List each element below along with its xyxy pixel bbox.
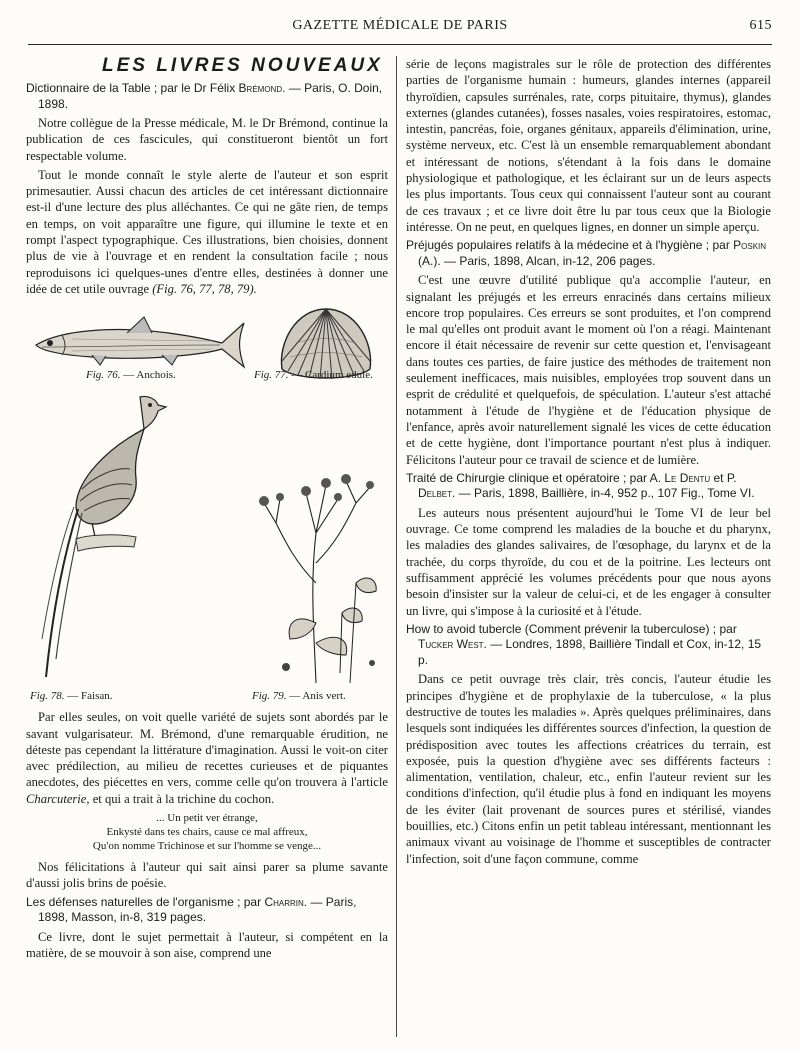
- paragraph: [26, 709, 388, 807]
- figure-caption: [252, 688, 346, 704]
- book-author: Le Dentu: [664, 470, 711, 485]
- page-header: [28, 18, 772, 40]
- header-rule: [28, 44, 772, 45]
- paragraph: C'est une œuvre d'utilité publique qu'a accomplie l'auteur, en signalant les préjugés et les erreurs enracinés dans certains milieux encore trop populaires. Ces erreurs se sont produites, et l'on comprend le mal qu'elles ont produit avant le moment où l'on a réagi. Maintenant encore il était nécessaire de revenir sur cette question et, l'envisageant dans toutes ces parties, de faire justice des méthodes de traitement non seulement inefficaces, mais nuisibles, employées trop souvent dans un esprit de crédulité et quelquefois, de spéculation. L'auteur s'est attaché notamment à l'étude de l'hygiène et de l'éducation physique de l'enfance, après avoir naturellement signalé les vices de cette éducation et de cette hygiène, dont l'importance pourtant n'est plus à indiquer. Félicitons l'auteur pour ce travail de science et de lumière.: [406, 273, 771, 467]
- figure-label: — Cardium edule.: [288, 369, 373, 382]
- book-entry-defenses: [26, 895, 388, 926]
- figure-caption: [30, 688, 113, 704]
- paragraph: [26, 167, 388, 297]
- paragraph: Les auteurs nous présentent aujourd'hui le Tome VI de leur bel ouvrage. Ce tome comprend les maladies de la bouche et du pharynx, les maladies des glandes salivaires, de l'œsophage, du larynx et de la trachée, du corps thyroïde, du cou et de la poitrine. Les lecteurs ont suffisamment apprécié les volumes précédents pour que nous ayons besoin d'insister sur la valeur de celui-ci, et de les engager à consulter un livre, qui s'impose à la curiosité et à l'étude.: [406, 505, 771, 618]
- book-entry-prejuges: [406, 238, 771, 269]
- book-publisher: — Paris, O. Doin, 1898.: [38, 81, 383, 111]
- book-author: Charrin.: [264, 894, 308, 909]
- book-entry-chirurgie: [406, 471, 771, 502]
- figure-number: Fig. 78.: [30, 690, 65, 703]
- figure-number: Fig. 76.: [86, 369, 121, 382]
- poem-line: ... Un petit ver étrange,: [156, 812, 258, 825]
- paragraph-text: Tout le monde connaît le style alerte de l'auteur et son esprit primesautier. Aussi chacun des articles de cet intéressant dictionnaire est-il d'une lecture des plus alléchantes. Ce qui ne gâte rien, de temps en temps, on voit apparaître une figure, qui illumine le texte et en rompt l'aspect typographique. Ces illustrations, bien choisies, donnent plus de vie à l'ouvrage et en rendent la consultation facile ; nous reproduisons ici quelques-unes d'entre elles, destinées à donner une idée de cet utile ouvrage: [26, 167, 388, 296]
- paragraph: série de leçons magistrales sur le rôle de protection des différentes parties de l'organisme humain : humeurs, glandes internes (appareil thyroïdien, capsules surrénales, rate, corps pituitaire, thymus), glandes externes (glandes cutanées), fosses nasales, voies respiratoires, estomac, intestin, pancréas, foie, organes génitaux, appareils d'élimination, urine, système nerveux, etc. C'est là un ensemble remarquablement abondant et intéressant de notions, s'étendant à la fois dans le domaine physiologique et pathologique, et les éclairant sur un de leurs aspects les plus importants. Tous ceux qui connaissent l'auteur sont au courant de ces travaux ; et ce livre doit être lu par tous ceux que la Biologie intéresse. On ne peut, en quelques lignes, en donner un simple aperçu.: [406, 57, 771, 234]
- book-title: et P.: [710, 470, 737, 485]
- book-publisher: — Londres, 1898, Baillière Tindall et Cox, in-12, 15 p.: [418, 637, 762, 667]
- figures-block: [26, 303, 388, 705]
- column-divider: [396, 56, 397, 1037]
- figure-label: — Anis vert.: [286, 690, 346, 703]
- poem-quote: [26, 811, 388, 853]
- book-author: Brémond.: [238, 81, 286, 95]
- figure-caption: [86, 367, 176, 383]
- anise-plant-illustration: [246, 463, 386, 687]
- book-publisher: — Paris, 1898, Masson, in-8, 319 pages.: [38, 894, 357, 925]
- figure-label: — Anchois.: [120, 369, 176, 382]
- paragraph: Nos félicitations à l'auteur qui sait ainsi parer sa plume savante d'aussi jolis brins de poésie.: [26, 860, 388, 891]
- journal-title: GAZETTE MÉDICALE DE PARIS: [292, 18, 508, 33]
- book-title: Préjugés populaires relatifs à la médecine et à l'hygiène ; par: [406, 238, 734, 253]
- section-title: LES LIVRES NOUVEAUX: [102, 55, 383, 76]
- book-title: Les défenses naturelles de l'organisme ; par: [26, 894, 265, 909]
- article-name: Charcuterie: [26, 791, 87, 806]
- book-entry-dictionnaire: [26, 81, 388, 112]
- figure-reference: (Fig. 76, 77, 78, 79).: [152, 281, 257, 296]
- figure-caption: [254, 367, 373, 383]
- book-entry-tubercle: [406, 622, 771, 669]
- paragraph: Dans ce petit ouvrage très clair, très concis, l'auteur étudie les principes d'hygiène et de prophylaxie de la tuberculose, « la plus destructive de toutes les maladies ». Après quelques préliminaires, dans lesquels sont indiquées les différentes sources d'infection, la question de prédisposition avec toutes les affections créatrices du terrain, est exposée, puis la question d'hygiène avec ses différents facteurs : alimentation, ventilation, chaleur, etc., enfin l'auteur revient sur les conditions d'infection, qu'il étudie plus à fond en indiquant les moyens de les éviter (lait provenant de sources pures et stérilisé, viandes bouillies, etc.) Citons enfin un petit tableau intéressant, mentionnant les animaux vivant au voisinage de l'homme et susceptibles de contracter l'infection, soit d'une façon commune, comme: [406, 672, 771, 866]
- figure-number: Fig. 77.: [254, 369, 289, 382]
- book-title: Traité de Chirurgie clinique et opératoire ; par A.: [406, 470, 665, 485]
- book-title: Dictionnaire de la Table ; par le Dr Félix: [26, 81, 239, 95]
- poem-line: Enkysté dans tes chairs, cause ce mal affreux,: [106, 826, 308, 839]
- book-publisher: — Paris, 1898, Alcan, in-12, 206 pages.: [440, 253, 656, 268]
- paragraph-text: Par elles seules, on voit quelle variété de sujets sont abordés par le savant vulgarisateur. M. Brémond, d'une remarquable érudition, ne déteste pas cependant la littérature d'imagination. Aussi le voit-on citer avec prédilection, au milieu de recettes curieuses et de piquantes anecdotes, des piécettes en vers, comme celle qu'on trouvera à l'article: [26, 710, 388, 790]
- book-author: Delbet.: [418, 486, 456, 501]
- paragraph: Notre collègue de la Presse médicale, M. le Dr Brémond, continue la publication de ces fascicules, qui constitueront bientôt un fort respectable volume.: [26, 116, 388, 163]
- left-column: [26, 56, 388, 964]
- figure-number: Fig. 79.: [252, 690, 287, 703]
- paragraph: Ce livre, dont le sujet permettait à l'auteur, si compétent en la matière, de se mouvoir à son aise, comprend une: [26, 929, 388, 960]
- book-author: Tucker West.: [418, 637, 487, 652]
- right-column: [406, 56, 771, 870]
- book-title: How to avoid tubercle (Comment prévenir la tuberculose) ; par: [406, 621, 737, 636]
- figure-label: — Faisan.: [64, 690, 113, 703]
- book-publisher: — Paris, 1898, Baillière, in-4, 952 p., 107 Fig., Tome VI.: [455, 486, 755, 501]
- anchovy-illustration: [32, 311, 247, 373]
- poem-line: Qu'on nomme Trichinose et sur l'homme se venge...: [92, 840, 322, 853]
- pheasant-illustration: [26, 389, 176, 685]
- book-author: Poskin (A.).: [418, 238, 767, 268]
- page-number: 615: [749, 18, 772, 33]
- paragraph-text: , et qui a trait à la trichine du cochon.: [86, 791, 275, 806]
